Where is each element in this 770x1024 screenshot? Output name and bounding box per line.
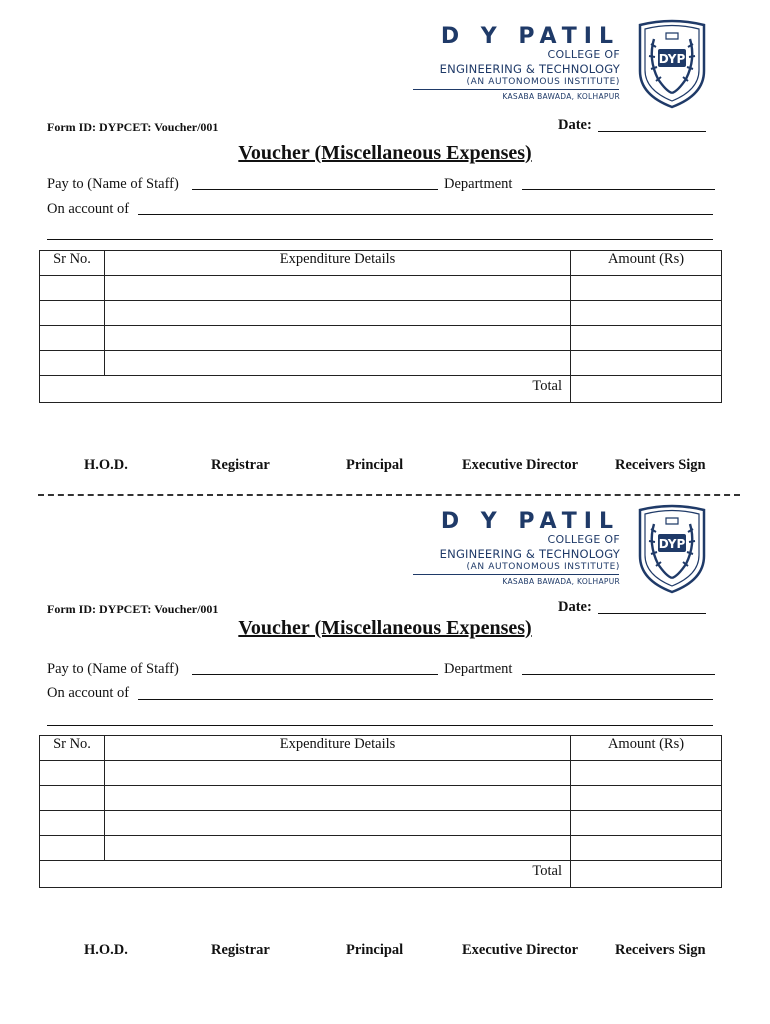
amount-cell[interactable] xyxy=(571,276,722,301)
amount-cell[interactable] xyxy=(571,301,722,326)
crest-label: DYP xyxy=(658,52,686,66)
college-logo-line: (AN AUTONOMOUS INSTITUTE) xyxy=(466,562,620,572)
details-cell[interactable] xyxy=(105,836,571,861)
voucher-form-bottom xyxy=(0,485,770,985)
total-amount-cell[interactable] xyxy=(571,376,722,403)
on-account-field[interactable] xyxy=(138,214,713,215)
sr-no-cell[interactable] xyxy=(40,786,105,811)
details-cell[interactable] xyxy=(105,326,571,351)
table-row xyxy=(40,276,722,301)
table-row xyxy=(40,326,722,351)
total-label: Total xyxy=(40,861,571,888)
table-header-row xyxy=(40,736,722,761)
sr-no-cell[interactable] xyxy=(40,276,105,301)
sr-no-cell[interactable] xyxy=(40,811,105,836)
table-row xyxy=(40,301,722,326)
department-label: Department xyxy=(444,661,513,677)
details-cell[interactable] xyxy=(105,761,571,786)
sr-no-cell[interactable] xyxy=(40,301,105,326)
amount-cell[interactable] xyxy=(571,326,722,351)
department-field[interactable] xyxy=(522,189,715,190)
signature-receivers-sign: Receivers Sign xyxy=(615,942,706,958)
college-crest-icon xyxy=(636,504,708,594)
table-row xyxy=(40,761,722,786)
date-field[interactable] xyxy=(598,131,706,132)
on-account-field-line2[interactable] xyxy=(47,725,713,726)
date-label: Date: xyxy=(558,599,592,615)
expense-table xyxy=(39,735,722,888)
sr-no-cell[interactable] xyxy=(40,351,105,376)
college-logo-line: ENGINEERING & TECHNOLOGY xyxy=(439,62,620,76)
date-label: Date: xyxy=(558,117,592,133)
college-logo-line: ENGINEERING & TECHNOLOGY xyxy=(439,547,620,561)
table-total-row xyxy=(40,861,722,888)
table-total-row xyxy=(40,376,722,403)
signature-hod: H.O.D. xyxy=(84,942,128,958)
col-header-details: Expenditure Details xyxy=(105,736,571,761)
signature-registrar: Registrar xyxy=(211,457,270,473)
pay-to-label: Pay to (Name of Staff) xyxy=(47,661,179,677)
details-cell[interactable] xyxy=(105,786,571,811)
on-account-label: On account of xyxy=(47,685,130,701)
college-location: KASABA BAWADA, KOLHAPUR xyxy=(502,92,620,101)
signature-executive-director: Executive Director xyxy=(462,942,579,958)
expense-table xyxy=(39,250,722,403)
logo-divider xyxy=(413,574,619,575)
col-header-amount: Amount (Rs) xyxy=(571,736,722,761)
on-account-field-line2[interactable] xyxy=(47,239,713,240)
table-header-row xyxy=(40,251,722,276)
college-crest-icon xyxy=(636,19,708,109)
amount-cell[interactable] xyxy=(571,811,722,836)
date-field[interactable] xyxy=(598,613,706,614)
on-account-field[interactable] xyxy=(138,699,713,700)
voucher-title: Voucher (Miscellaneous Expenses) xyxy=(238,617,532,639)
signature-registrar: Registrar xyxy=(211,942,270,958)
pay-to-field[interactable] xyxy=(192,674,438,675)
form-id: Form ID: DYPCET: Voucher/001 xyxy=(47,120,219,134)
signature-hod: H.O.D. xyxy=(84,457,128,473)
details-cell[interactable] xyxy=(105,301,571,326)
college-logo-line: COLLEGE OF xyxy=(547,48,620,61)
on-account-label: On account of xyxy=(47,201,130,217)
logo-divider xyxy=(413,89,619,90)
col-header-amount: Amount (Rs) xyxy=(571,251,722,276)
college-location: KASABA BAWADA, KOLHAPUR xyxy=(502,577,620,586)
college-logo-name: D Y PATIL xyxy=(440,509,620,534)
amount-cell[interactable] xyxy=(571,836,722,861)
voucher-title: Voucher (Miscellaneous Expenses) xyxy=(238,142,532,164)
col-header-details: Expenditure Details xyxy=(105,251,571,276)
sr-no-cell[interactable] xyxy=(40,836,105,861)
college-logo-line: COLLEGE OF xyxy=(547,533,620,546)
signature-principal: Principal xyxy=(346,457,404,473)
pay-to-label: Pay to (Name of Staff) xyxy=(47,176,179,192)
sr-no-cell[interactable] xyxy=(40,761,105,786)
table-row xyxy=(40,351,722,376)
department-field[interactable] xyxy=(522,674,715,675)
college-logo-name: D Y PATIL xyxy=(440,24,620,49)
col-header-sr-no: Sr No. xyxy=(40,736,105,761)
crest-label: DYP xyxy=(658,537,686,551)
sr-no-cell[interactable] xyxy=(40,326,105,351)
table-row xyxy=(40,811,722,836)
voucher-form-top xyxy=(0,0,770,500)
form-id: Form ID: DYPCET: Voucher/001 xyxy=(47,602,219,616)
signature-principal: Principal xyxy=(346,942,404,958)
signature-executive-director: Executive Director xyxy=(462,457,579,473)
details-cell[interactable] xyxy=(105,351,571,376)
department-label: Department xyxy=(444,176,513,192)
details-cell[interactable] xyxy=(105,811,571,836)
amount-cell[interactable] xyxy=(571,351,722,376)
total-amount-cell[interactable] xyxy=(571,861,722,888)
amount-cell[interactable] xyxy=(571,786,722,811)
details-cell[interactable] xyxy=(105,276,571,301)
pay-to-field[interactable] xyxy=(192,189,438,190)
signature-receivers-sign: Receivers Sign xyxy=(615,457,706,473)
table-row xyxy=(40,786,722,811)
total-label: Total xyxy=(40,376,571,403)
table-row xyxy=(40,836,722,861)
amount-cell[interactable] xyxy=(571,761,722,786)
col-header-sr-no: Sr No. xyxy=(40,251,105,276)
college-logo-line: (AN AUTONOMOUS INSTITUTE) xyxy=(466,77,620,87)
